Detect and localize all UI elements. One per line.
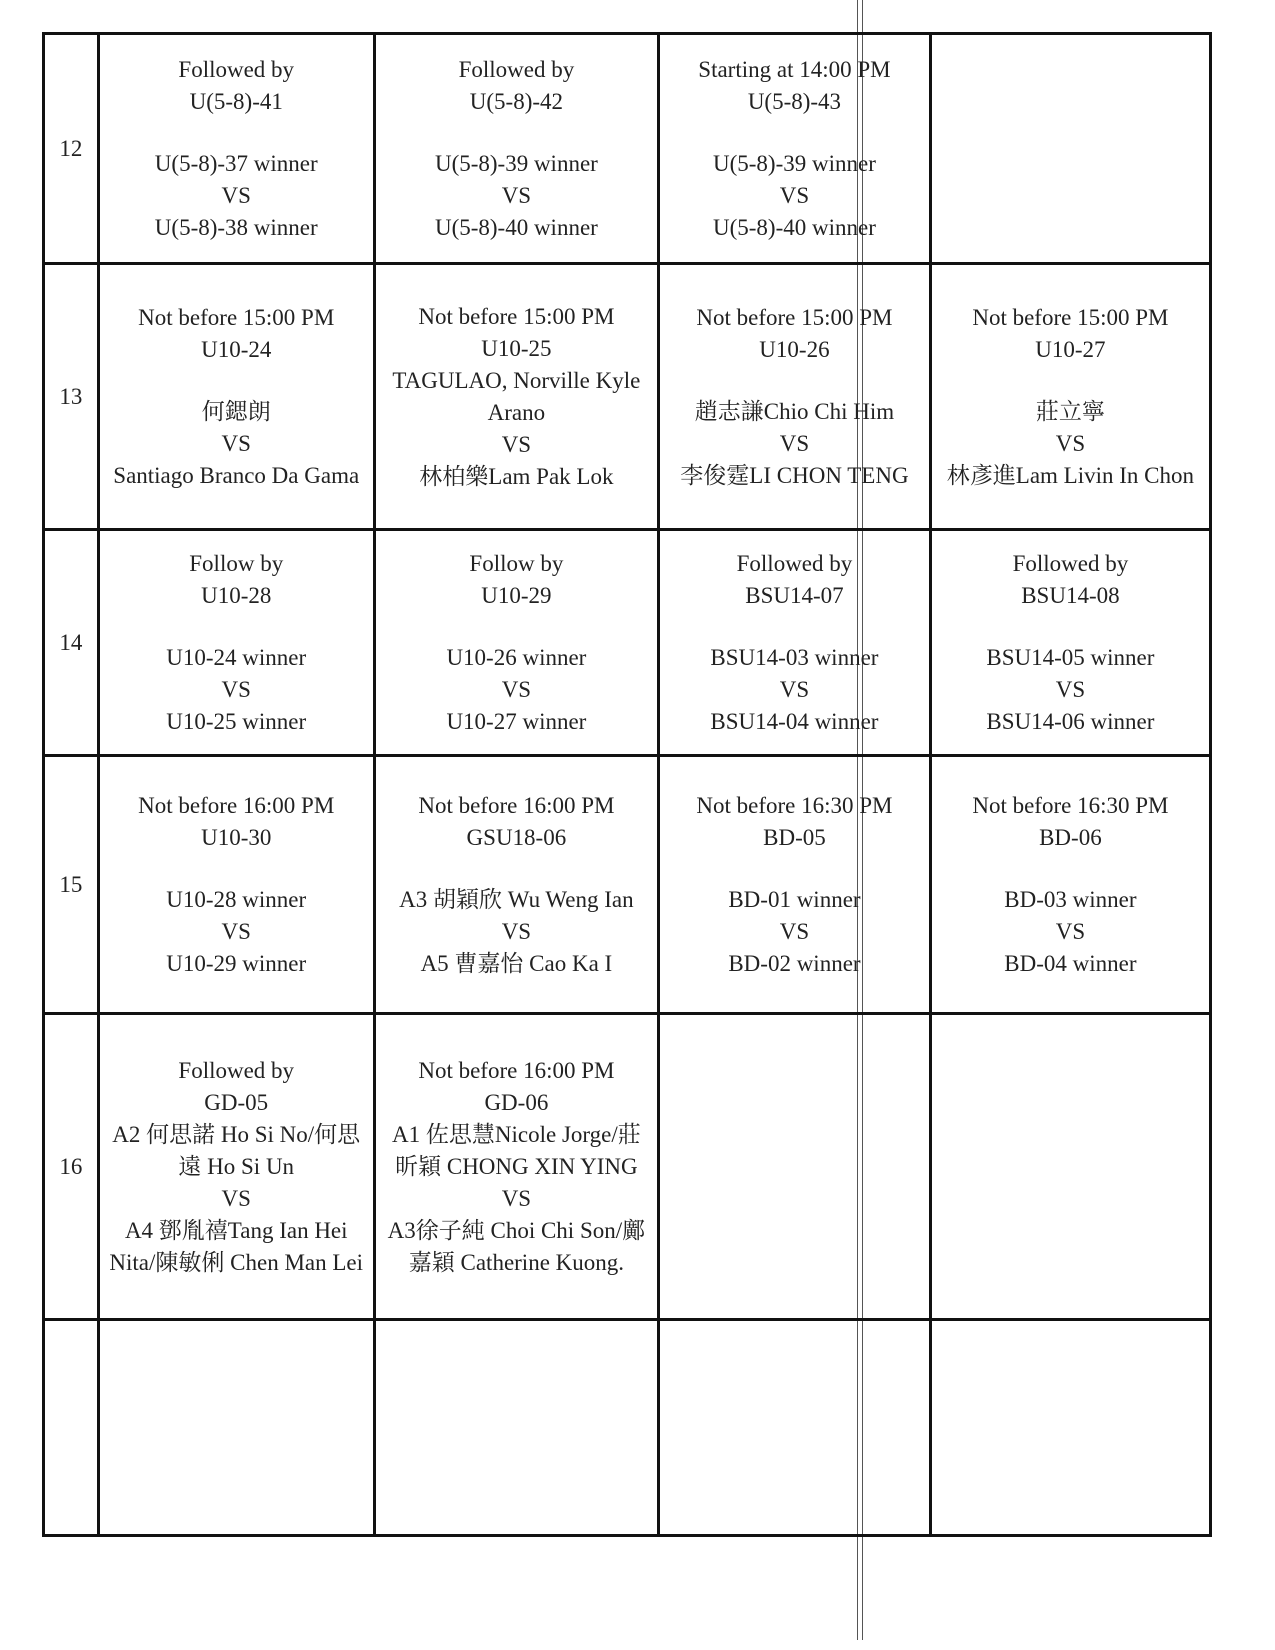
- match-code: BD-06: [1039, 824, 1102, 850]
- versus-label: VS: [501, 182, 532, 208]
- player-line: 莊立寧: [1035, 398, 1105, 424]
- match-code: U10-29: [481, 582, 552, 608]
- player-line: U10-25 winner: [166, 708, 307, 734]
- player-line: 何鍶朗: [201, 398, 271, 424]
- match-cell: [374, 1320, 658, 1536]
- match-cell: [930, 1014, 1210, 1320]
- schedule-row: [44, 530, 1211, 756]
- match-cell: [659, 264, 931, 530]
- player-line: TAGULAO, Norville Kyle: [392, 367, 641, 393]
- player-line: U(5-8)-40 winner: [713, 214, 876, 240]
- player-line: U(5-8)-38 winner: [154, 214, 318, 240]
- player-line: 林柏樂Lam Pak Lok: [419, 463, 614, 489]
- match-cell: [659, 756, 931, 1014]
- player-line: U10-29 winner: [166, 950, 307, 976]
- match-schedule-table: [42, 32, 1212, 1537]
- match-time: Not before 15:00 PM: [418, 303, 615, 329]
- schedule-row: [44, 756, 1211, 1014]
- footer-note-cropped: [44, 1636, 49, 1650]
- schedule-row: [44, 34, 1211, 264]
- player-line: U10-27 winner: [446, 708, 587, 734]
- match-time: Not before 16:00 PM: [418, 792, 615, 818]
- match-time: Follow by: [469, 550, 564, 576]
- match-time: Not before 16:00 PM: [138, 792, 335, 818]
- player-line: Santiago Branco Da Gama: [113, 462, 360, 488]
- player-line: U(5-8)-39 winner: [434, 150, 598, 176]
- versus-label: VS: [1055, 430, 1086, 456]
- versus-label: VS: [779, 676, 810, 702]
- player-line: 趙志謙Chio Chi Him: [694, 398, 895, 424]
- match-time: Followed by: [458, 56, 575, 82]
- player-line: BD-02 winner: [728, 950, 861, 976]
- round-number: 16: [44, 1014, 99, 1320]
- player-line: U10-28 winner: [166, 886, 307, 912]
- match-cell: [930, 1320, 1210, 1536]
- versus-label: VS: [501, 1185, 532, 1211]
- match-time: Starting at 14:00 PM: [698, 56, 891, 82]
- match-code: U10-30: [201, 824, 272, 850]
- match-cell: [374, 756, 658, 1014]
- match-cell: [98, 530, 374, 756]
- round-number: 12: [44, 34, 99, 264]
- versus-label: VS: [779, 918, 810, 944]
- match-cell: [659, 34, 931, 264]
- match-cell: [659, 1320, 931, 1536]
- match-code: U10-26: [759, 336, 830, 362]
- match-cell: [98, 264, 374, 530]
- round-number: 14: [44, 530, 99, 756]
- player-line: U(5-8)-37 winner: [154, 150, 318, 176]
- versus-label: VS: [221, 430, 251, 456]
- player-line: BSU14-06 winner: [986, 708, 1155, 734]
- round-number: 15: [44, 756, 99, 1014]
- versus-label: VS: [1055, 918, 1086, 944]
- player-line: U(5-8)-39 winner: [713, 150, 876, 176]
- match-cell: [374, 264, 658, 530]
- versus-label: VS: [1055, 676, 1086, 702]
- player-line: A5 曹嘉怡 Cao Ka I: [420, 950, 613, 976]
- match-cell: [659, 1014, 931, 1320]
- player-line: Arano: [487, 399, 546, 425]
- versus-label: VS: [501, 918, 532, 944]
- player-line: 昕穎 CHONG XIN YING: [395, 1153, 638, 1179]
- match-time: Not before 15:00 PM: [972, 304, 1169, 330]
- match-time: Follow by: [189, 550, 284, 576]
- versus-label: VS: [779, 182, 810, 208]
- player-line: U10-26 winner: [446, 644, 587, 670]
- versus-label: VS: [221, 918, 251, 944]
- player-line: A3徐子純 Choi Chi Son/鄺: [387, 1217, 646, 1243]
- match-cell: [930, 264, 1210, 530]
- match-cell: [930, 530, 1210, 756]
- match-time: Not before 16:30 PM: [972, 792, 1169, 818]
- versus-label: VS: [501, 676, 532, 702]
- match-code: U10-24: [201, 336, 272, 362]
- player-line: A2 何思諾 Ho Si No/何思: [112, 1121, 361, 1147]
- match-time: Not before 15:00 PM: [138, 304, 335, 330]
- player-line: A4 鄧胤禧Tang Ian Hei: [124, 1217, 348, 1243]
- match-code: U10-25: [481, 335, 552, 361]
- versus-label: VS: [221, 182, 251, 208]
- schedule-row: [44, 264, 1211, 530]
- schedule-row: [44, 1320, 1211, 1536]
- match-code: U(5-8)-41: [189, 88, 283, 114]
- match-time: Not before 15:00 PM: [696, 304, 893, 330]
- match-cell: [659, 530, 931, 756]
- player-line: A3 胡穎欣 Wu Weng Ian: [399, 886, 634, 912]
- player-line: 李俊霆LI CHON TENG: [680, 462, 909, 488]
- player-line: BD-01 winner: [728, 886, 861, 912]
- versus-label: VS: [221, 1185, 251, 1211]
- versus-label: VS: [501, 431, 532, 457]
- player-line: Nita/陳敏俐 Chen Man Lei: [109, 1249, 364, 1275]
- match-time: Not before 16:30 PM: [696, 792, 893, 818]
- match-cell: [374, 1014, 658, 1320]
- player-line: U10-24 winner: [166, 644, 307, 670]
- player-line: A1 佐思慧Nicole Jorge/莊: [392, 1121, 641, 1147]
- match-code: GD-06: [484, 1089, 549, 1115]
- match-code: U10-27: [1035, 336, 1106, 362]
- match-cell: [374, 34, 658, 264]
- match-code: U(5-8)-42: [469, 88, 564, 114]
- match-code: BSU14-08: [1021, 582, 1120, 608]
- match-cell: [98, 756, 374, 1014]
- match-code: BD-05: [763, 824, 826, 850]
- player-line: 林彥進Lam Livin In Chon: [946, 462, 1195, 488]
- match-time: Followed by: [178, 56, 295, 82]
- match-code: BSU14-07: [745, 582, 844, 608]
- player-line: 遠 Ho Si Un: [178, 1153, 295, 1179]
- player-line: 嘉穎 Catherine Kuong.: [408, 1249, 625, 1275]
- match-cell: [98, 34, 374, 264]
- match-time: Followed by: [1012, 550, 1129, 576]
- versus-label: VS: [779, 430, 810, 456]
- match-code: GSU18-06: [466, 824, 567, 850]
- match-cell: [374, 530, 658, 756]
- match-code: U10-28: [201, 582, 272, 608]
- versus-label: VS: [221, 676, 251, 702]
- match-time: Followed by: [178, 1057, 295, 1083]
- match-cell: [98, 1014, 374, 1320]
- match-cell: [98, 1320, 374, 1536]
- match-code: U(5-8)-43: [747, 88, 842, 114]
- round-number: 13: [44, 264, 99, 530]
- schedule-row: [44, 1014, 1211, 1320]
- player-line: BSU14-05 winner: [986, 644, 1155, 670]
- match-cell: [930, 34, 1210, 264]
- match-cell: [930, 756, 1210, 1014]
- player-line: BD-04 winner: [1004, 950, 1137, 976]
- player-line: BSU14-03 winner: [710, 644, 879, 670]
- round-number: [44, 1320, 99, 1536]
- match-code: GD-05: [204, 1089, 269, 1115]
- match-time: Followed by: [736, 550, 853, 576]
- match-time: Not before 16:00 PM: [418, 1057, 615, 1083]
- player-line: BD-03 winner: [1004, 886, 1137, 912]
- player-line: U(5-8)-40 winner: [434, 214, 598, 240]
- player-line: BSU14-04 winner: [710, 708, 879, 734]
